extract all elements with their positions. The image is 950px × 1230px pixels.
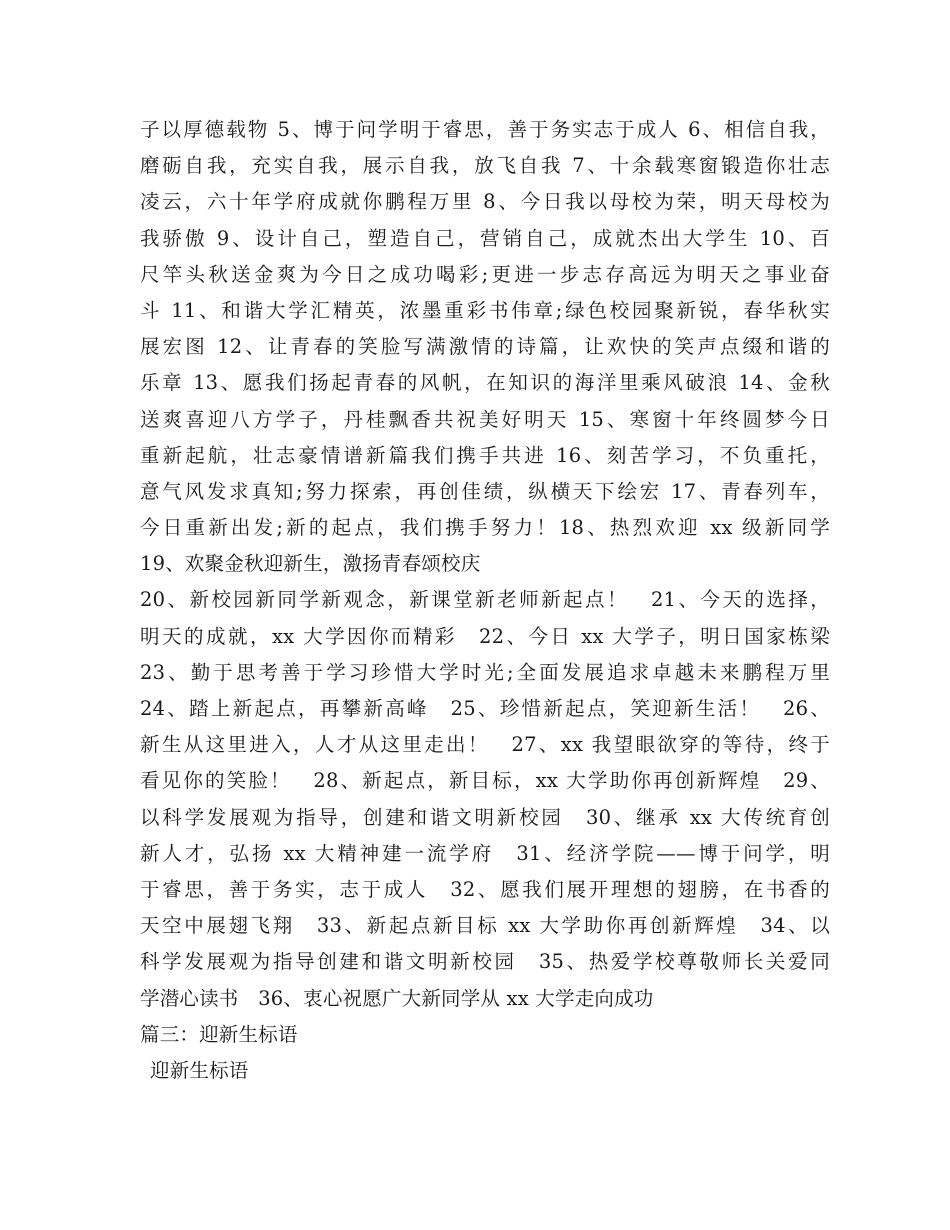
- section-heading: 篇三：迎新生标语: [140, 1022, 298, 1046]
- text-line: 科学发展观为指导创建和谐文明新校园 35、热爱学校尊敬师长关爱同: [140, 950, 830, 974]
- text-line: 24、踏上新起点，再攀新高峰 25、珍惜新起点，笑迎新生活！ 26、: [140, 697, 830, 720]
- text-line: 看见你的笑脸！ 28、新起点，新目标，xx 大学助你再创新辉煌 29、: [140, 769, 830, 793]
- text-line: 凌云，六十年学府成就你鹏程万里 8、今日我以母校为荣，明天母校为: [140, 190, 830, 214]
- text-line: 送爽喜迎八方学子，丹桂飘香共祝美好明天 15、寒窗十年终圆梦今日: [140, 407, 830, 431]
- text-line: 重新起航，壮志豪情谱新篇我们携手共进 16、刻苦学习，不负重托，: [140, 443, 830, 467]
- text-line: 天空中展翅飞翔 33、新起点新目标 xx 大学助你再创新辉煌 34、以: [140, 914, 830, 938]
- text-line: 23、勤于思考善于学习珍惜大学时光;全面发展追求卓越未来鹏程万里: [140, 660, 830, 684]
- text-line: 新人才，弘扬 xx 大精神建一流学府 31、经济学院——博于问学，明: [140, 841, 830, 865]
- text-line: 意气风发求真知;努力探索，再创佳绩，纵横天下绘宏 17、青春列车，: [140, 479, 830, 503]
- text-line: 斗 11、和谐大学汇精英，浓墨重彩书伟章;绿色校园聚新锐，春华秋实: [140, 298, 830, 322]
- text-line: 磨砺自我，充实自我，展示自我，放飞自我 7、十余载寒窗锻造你壮志: [140, 154, 830, 178]
- text-line: 尺竿头秋送金爽为今日之成功喝彩;更进一步志存高远为明天之事业奋: [140, 262, 830, 286]
- text-line: 我骄傲 9、设计自己，塑造自己，营销自己，成就杰出大学生 10、百: [140, 226, 830, 250]
- text-line: 19、欢聚金秋迎新生，激扬青春颂校庆: [140, 552, 481, 576]
- text-line: 学潜心读书 36、衷心祝愿广大新同学从 xx 大学走向成功: [140, 986, 654, 1010]
- section-title: 迎新生标语: [150, 1058, 249, 1082]
- text-line: 20、新校园新同学新观念，新课堂新老师新起点！ 21、今天的选择，: [140, 588, 830, 612]
- text-line: 以科学发展观为指导，创建和谐文明新校园 30、继承 xx 大传统育创: [140, 805, 830, 829]
- text-line: 于睿思，善于务实，志于成人 32、愿我们展开理想的翅膀，在书香的: [140, 877, 830, 901]
- text-line: 今日重新出发;新的起点，我们携手努力！18、热烈欢迎 xx 级新同学: [140, 516, 830, 540]
- document-body: [140, 112, 830, 1089]
- text-line: 新生从这里进入，人才从这里走出！ 27、xx 我望眼欲穿的等待，终于: [140, 733, 830, 757]
- text-line: 明天的成就，xx 大学因你而精彩 22、今日 xx 大学子，明日国家栋梁: [140, 624, 830, 648]
- text-line: 展宏图 12、让青春的笑脸写满激情的诗篇，让欢快的笑声点缀和谐的: [140, 335, 830, 359]
- text-line: 乐章 13、愿我们扬起青春的风帆，在知识的海洋里乘风破浪 14、金秋: [140, 371, 830, 395]
- text-line: 子以厚德载物 5、博于问学明于睿思，善于务实志于成人 6、相信自我，: [140, 118, 830, 141]
